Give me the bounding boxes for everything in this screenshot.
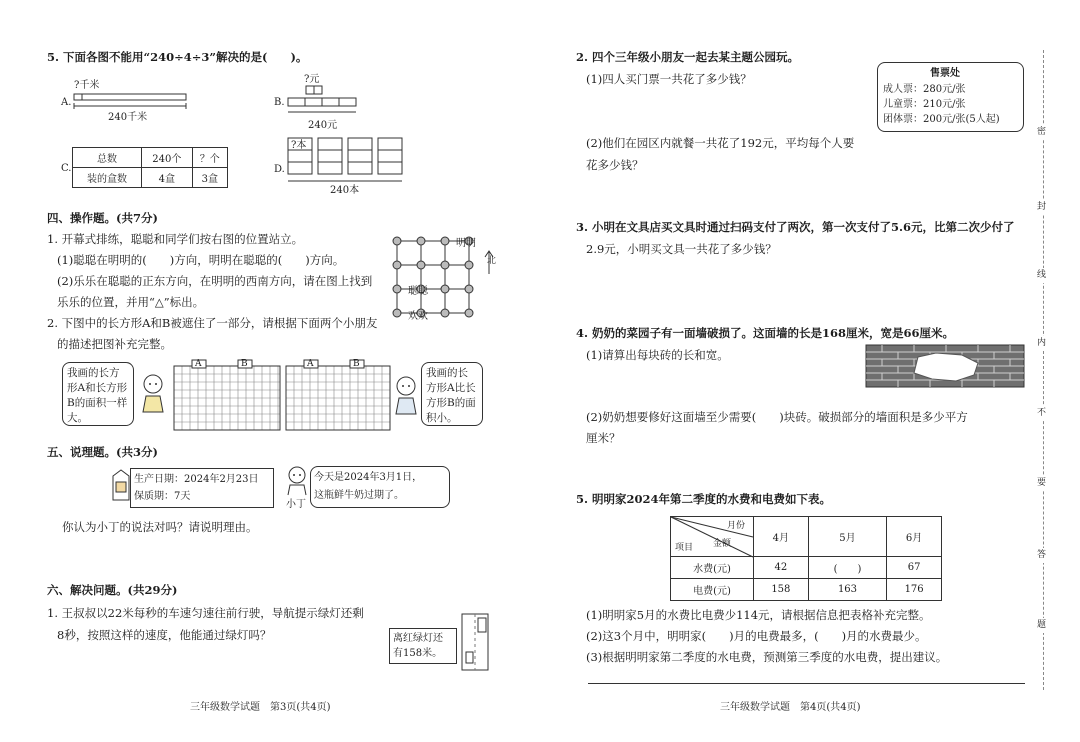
right-q4-line1: 4. 奶奶的菜园子有一面墙破损了。这面墙的长是168厘米，宽是66厘米。 — [576, 326, 955, 340]
left-q5-title: 5. 下面各图不能用“240÷4÷3”解决的是( )。 — [47, 50, 308, 64]
seal-char-5: 不 — [1037, 406, 1046, 421]
label-huanhuan: 欢欢 — [408, 311, 428, 322]
ticket-office-title: 售票处 — [930, 68, 960, 79]
seal-char-1: 密 — [1037, 125, 1046, 140]
bills-corner-amount: 金额 — [713, 539, 732, 549]
electric-may: 163 — [808, 579, 887, 601]
ticket-group: 团体票：200元/张(5人起) — [883, 114, 1000, 125]
right-footer: 三年级数学试题 第4页(共4页) — [720, 702, 861, 713]
label-congcong: 聪聪 — [408, 286, 428, 297]
option-c-header-unknown: ？个 — [192, 148, 227, 168]
section-6-title: 六、解决问题。(共29分) — [47, 583, 178, 597]
label-mingming: 明明 — [456, 238, 476, 249]
rect-a-label-left: A — [195, 359, 202, 369]
sec4-q1-line2: (1)聪聪在明明的( )方向，明明在聪聪的( )方向。 — [57, 253, 345, 267]
option-c-row-name: 装的盒数 — [73, 168, 142, 188]
right-q5-sub2: (2)这3个月中，明明家( )月的电费最多，( )月的水费最少。 — [586, 629, 927, 643]
bills-month-may: 5月 — [808, 517, 887, 557]
sec4-q1-line1: 1. 开幕式排练，聪聪和同学们按右图的位置站立。 — [47, 232, 304, 246]
option-c-header-total: 总数 — [73, 148, 142, 168]
right-footer-rule — [588, 683, 1025, 684]
right-q4-sub1: (1)请算出每块砖的长和宽。 — [586, 348, 729, 362]
bills-corner-month: 月份 — [727, 521, 746, 531]
option-c-row-value-2: 3盒 — [192, 168, 227, 188]
sec6-q1-line2: 8秒，按照这样的速度，他能通过绿灯吗？ — [57, 628, 272, 642]
sec4-q1-line4: 乐乐的位置，并用“△”标出。 — [57, 295, 205, 309]
section-4-title: 四、操作题。(共7分) — [47, 211, 158, 225]
bills-corner-cell — [671, 517, 754, 557]
option-c-header-count: 240个 — [142, 148, 193, 168]
right-q4-sub2-line1: (2)奶奶想要修好这面墙至少需要( )块砖。破损部分的墙面积是多少平方 — [586, 410, 968, 424]
water-june: 67 — [887, 557, 942, 579]
seal-char-2: 封 — [1037, 200, 1046, 215]
grid-paper-right — [286, 360, 390, 430]
right-bubble-text: 我画的长方形A比长方形B的面积小。 — [426, 367, 476, 424]
road-traffic-light-icon — [458, 614, 494, 670]
right-q5-sub3: (3)根据明明家第二季度的水电费，预测第三季度的水电费，提出建议。 — [586, 650, 948, 664]
sec6-q1-line1: 1. 王叔叔以22米每秒的车速匀速往前行驶，导航提示绿灯还剩 — [47, 606, 364, 620]
option-c-table — [72, 147, 228, 188]
label-north: 北 — [487, 256, 497, 266]
electric-june: 176 — [887, 579, 942, 601]
option-a-top: ?千米 — [74, 80, 100, 91]
broken-brick-wall — [866, 345, 1024, 387]
rect-b-label-left: B — [241, 359, 248, 369]
option-b-top: ?元 — [304, 74, 320, 85]
seal-char-4: 内 — [1037, 336, 1046, 351]
ticket-adult: 成人票：280元/张 — [883, 84, 966, 95]
bills-table — [670, 516, 942, 601]
electric-row-label: 电费(元) — [671, 579, 754, 601]
left-footer: 三年级数学试题 第3页(共4页) — [190, 702, 331, 713]
right-q2-sub1: (1)四人买门票一共花了多少钱？ — [586, 72, 752, 86]
option-c-label: C. — [61, 163, 72, 174]
option-d-label: D. — [274, 164, 285, 175]
option-c-row-value-1: 4盒 — [142, 168, 193, 188]
milk-carton-icon — [110, 468, 132, 502]
right-speech-bubble — [421, 362, 483, 426]
bills-month-april: 4月 — [754, 517, 809, 557]
right-q3-line2: 2.9元，小明买文具一共花了多少钱？ — [586, 242, 777, 256]
traffic-sign-line1: 离红绿灯还 — [393, 633, 443, 644]
electric-april: 158 — [754, 579, 809, 601]
grid-paper-left — [174, 360, 280, 430]
rect-b-label-right: B — [353, 359, 360, 369]
water-april: 42 — [754, 557, 809, 579]
right-q2-sub2-line2: 花多少钱？ — [586, 158, 644, 172]
seal-char-7: 答 — [1037, 548, 1046, 563]
option-d-top: ?本 — [291, 140, 307, 151]
girl-avatar — [138, 374, 168, 414]
xiaoding-speech-line1: 今天是2024年3月1日， — [314, 472, 423, 483]
bills-month-june: 6月 — [887, 517, 942, 557]
xiaoding-speech-line2: 这瓶鲜牛奶过期了。 — [314, 490, 404, 501]
xiaoding-avatar — [284, 466, 310, 496]
sec4-q1-line3: (2)乐乐在聪聪的正东方向，在明明的西南方向，请在图上找到 — [57, 274, 373, 288]
rect-a-label-right: A — [307, 359, 314, 369]
seal-char-6: 要 — [1037, 476, 1046, 491]
seal-char-8: 题 — [1037, 618, 1046, 633]
sec4-q2-line1: 2. 下图中的长方形A和B被遮住了一部分，请根据下面两个小朋友 — [47, 316, 378, 330]
water-row-label: 水费(元) — [671, 557, 754, 579]
right-q4-sub2-line2: 厘米？ — [586, 431, 621, 445]
sec5-question: 你认为小丁的说法对吗？请说明理由。 — [62, 520, 258, 534]
milk-shelf-life: 保质期：7天 — [134, 491, 191, 502]
option-d-bottom: 240本 — [330, 185, 360, 196]
option-b-bottom: 240元 — [308, 120, 338, 131]
left-bubble-text: 我画的长方形A和长方形B的面积一样大。 — [67, 367, 128, 424]
boy-avatar — [392, 376, 420, 416]
right-q3-line1: 3. 小明在文具店买文具时通过扫码支付了两次，第一次支付了5.6元，比第二次少付了 — [576, 220, 1015, 234]
seal-dashed-line — [1043, 50, 1044, 690]
option-a-label: A. — [61, 97, 72, 108]
traffic-sign-line2: 有158米。 — [393, 648, 443, 659]
milk-production-date: 生产日期：2024年2月23日 — [134, 474, 259, 485]
option-b-diagram — [288, 86, 368, 120]
option-b-label: B. — [274, 97, 285, 108]
water-may-blank[interactable]: ( ) — [808, 557, 887, 579]
left-speech-bubble — [62, 362, 134, 426]
right-q2-title: 2. 四个三年级小朋友一起去某主题公园玩。 — [576, 50, 800, 64]
ticket-child: 儿童票：210元/张 — [883, 99, 966, 110]
right-q5-title: 5. 明明家2024年第二季度的水费和电费如下表。 — [576, 492, 832, 506]
section-5-title: 五、说理题。(共3分) — [47, 445, 158, 459]
right-q2-sub2-line1: (2)他们在园区内就餐一共花了192元，平均每个人要 — [586, 136, 855, 150]
bills-corner-item: 项目 — [675, 543, 694, 553]
right-q5-sub1: (1)明明家5月的水费比电费少114元，请根据信息把表格补充完整。 — [586, 608, 931, 622]
option-a-bottom: 240千米 — [108, 112, 148, 123]
seal-char-3: 线 — [1037, 268, 1046, 283]
sec4-q2-line2: 的描述把图补充完整。 — [57, 337, 172, 351]
speaker-name: 小丁 — [286, 499, 306, 510]
